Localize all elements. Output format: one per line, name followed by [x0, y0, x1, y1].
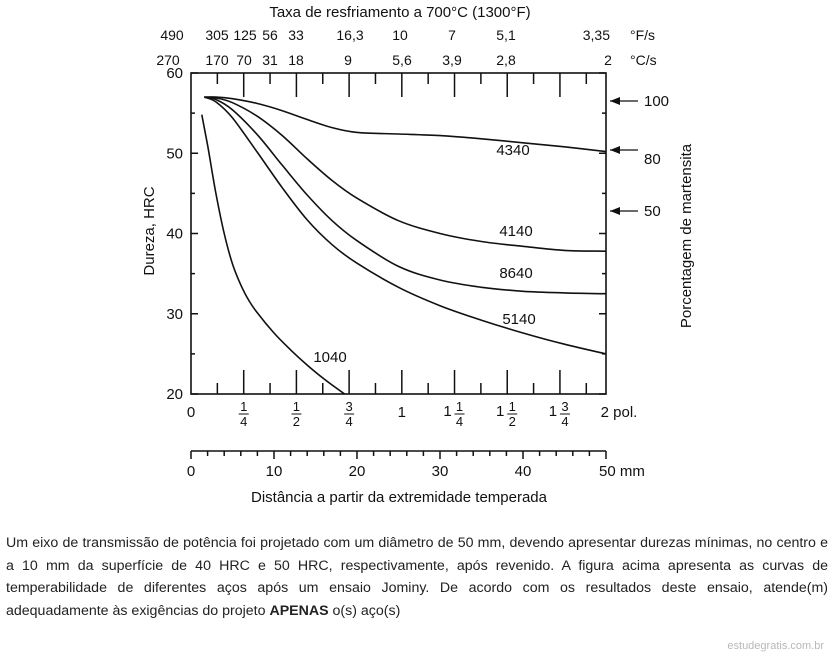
cooling-rate-f: 3,35	[582, 27, 610, 43]
martensite-arrow-head	[610, 97, 620, 105]
x-inch-numerator: 3	[561, 399, 569, 414]
cooling-rate-c: 2,8	[496, 52, 516, 68]
cooling-rate-f: 305	[205, 27, 229, 43]
x-inch-denominator: 4	[345, 414, 353, 429]
cooling-rate-c: 18	[288, 52, 304, 68]
cooling-rate-c: 5,6	[392, 52, 412, 68]
cooling-rate-c: 31	[262, 52, 278, 68]
watermark: estudegratis.com.br	[727, 640, 824, 652]
x-inch-label: 2 pol.	[600, 404, 638, 421]
x-inch-label: 1	[397, 404, 406, 421]
martensite-label: 50	[644, 203, 661, 220]
x-inch-whole-label: 1	[548, 403, 558, 420]
question-text	[6, 532, 828, 622]
mm-tick-label: 30	[431, 463, 449, 480]
cooling-rate-f-unit: °F/s	[630, 27, 656, 43]
curve-label-4340: 4340	[496, 142, 530, 159]
x-inch-label: 0	[186, 404, 196, 421]
curve-label-1040: 1040	[313, 349, 347, 366]
martensite-arrow-head	[610, 207, 620, 215]
cooling-rate-c-unit: °C/s	[630, 52, 657, 68]
y-tick-label: 40	[166, 225, 183, 243]
curve-8640	[204, 97, 606, 294]
cooling-rate-c: 170	[205, 52, 229, 68]
x-inch-numerator: 1	[240, 399, 248, 414]
curve-4140	[204, 97, 606, 251]
cooling-rate-f: 490	[160, 27, 184, 43]
mm-tick-label: 40	[514, 463, 532, 480]
x-axis-mm-axis	[187, 451, 645, 480]
question-end: o(s) aço(s)	[328, 602, 401, 619]
martensite-label: 80	[644, 151, 661, 168]
curve-label-5140: 5140	[502, 311, 536, 328]
cooling-rate-f: 33	[288, 27, 304, 43]
question-body: Um eixo de transmissão de potência foi projetado com um diâmetro de 50 mm, devendo apresentar durezas mínimas, no centro e a 10 mm da superfície de 40 HRC e 50 HRC, respectivamente, após revenido. A figura acima apresenta as curvas de temperabilidade de diferentes aços após um ensaio Jominy. De acordo com os resultados deste ensaio, atende(m) adequadamente às exigências do projeto	[6, 535, 828, 619]
hardness-curves	[202, 97, 606, 394]
x-axis-label: Distância a partir da extremidade temperada	[251, 489, 547, 506]
y-tick-label: 50	[166, 145, 183, 163]
y-tick-label: 20	[166, 386, 183, 403]
cooling-rate-c: 70	[236, 52, 252, 68]
x-inch-numerator: 1	[508, 399, 516, 414]
x-inch-denominator: 4	[561, 414, 569, 429]
y2-axis-label: Porcentagem de martensita	[678, 143, 695, 329]
cooling-rate-c: 270	[156, 52, 180, 68]
cooling-rate-f: 7	[448, 27, 456, 43]
y-axis-ticks	[166, 65, 606, 403]
plot-frame	[191, 73, 606, 394]
x-inch-whole-label: 1	[496, 403, 505, 420]
x-inch-numerator: 3	[345, 399, 353, 414]
martensite-arrow-head	[610, 146, 620, 154]
cooling-rate-c: 9	[344, 52, 352, 68]
cooling-rate-c: 3,9	[442, 52, 462, 68]
plot-border	[191, 73, 606, 394]
y-axis-label: Dureza, HRC	[141, 186, 158, 276]
y-tick-label: 30	[166, 305, 183, 323]
x-inch-denominator: 2	[292, 414, 301, 429]
mm-tick-label: 20	[348, 463, 366, 480]
x-inch-denominator: 4	[240, 414, 248, 429]
x-inch-numerator: 1	[455, 399, 464, 414]
question-emphasis: APENAS	[269, 602, 329, 619]
chart-title: Taxa de resfriamento a 700°C (1300°F)	[269, 4, 531, 21]
y-tick-label: 60	[166, 65, 183, 82]
martensite-markers	[610, 93, 669, 220]
mm-tick-label: 50 mm	[599, 463, 645, 480]
cooling-rate-f: 125	[233, 27, 257, 43]
cooling-rate-f: 56	[262, 27, 278, 43]
cooling-rate-scale	[156, 27, 612, 68]
cooling-rate-f: 16,3	[336, 27, 364, 43]
cooling-rate-c: 2	[604, 52, 612, 68]
cooling-rate-f: 5,1	[496, 27, 516, 43]
mm-tick-label: 0	[186, 463, 196, 480]
curve-5140	[204, 97, 606, 354]
curve-label-4140: 4140	[499, 223, 533, 240]
x-inch-denominator: 2	[508, 414, 516, 429]
cooling-rate-f: 10	[392, 27, 408, 43]
x-inch-whole-label: 1	[443, 403, 452, 420]
mm-tick-label: 10	[265, 463, 283, 480]
x-inch-denominator: 4	[455, 414, 464, 429]
curve-label-8640: 8640	[499, 265, 533, 282]
martensite-label: 100	[644, 93, 670, 110]
x-inch-numerator: 1	[292, 399, 301, 414]
